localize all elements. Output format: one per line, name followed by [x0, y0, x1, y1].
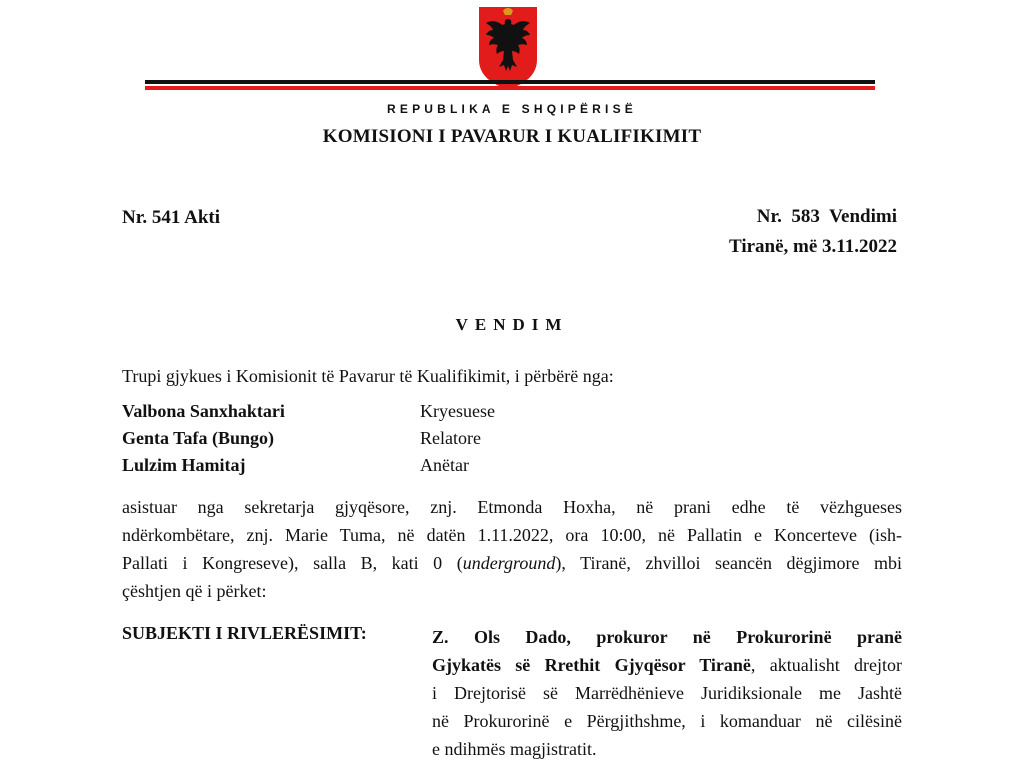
subject-line: e ndihmës magjistratit.	[432, 739, 597, 759]
member-role: Kryesuese	[420, 401, 495, 421]
subject-description	[432, 623, 902, 763]
member-name: Genta Tafa (Bungo)	[122, 428, 275, 448]
paragraph-line: ndërkombëtare, znj. Marie Tuma, në datën 1.11.2022, ora 10:00, në Pallatin e Koncerteve (ish-	[122, 525, 902, 545]
act-number: Nr. 541 Akti	[122, 207, 221, 228]
member-role: Anëtar	[420, 455, 469, 475]
paragraph-line	[122, 549, 902, 577]
decision-number: Nr. 583 Vendimi	[756, 206, 897, 227]
member-row	[122, 401, 495, 428]
republic-heading: REPUBLIKA E SHQIPËRISË	[387, 102, 637, 116]
header-rule-red	[145, 86, 875, 90]
subject-name-bold: Z. Ols Dado, prokuror në Prokurorinë pranë	[432, 627, 902, 647]
subject-line	[432, 623, 902, 651]
subject-court-bold: Gjykatës së Rrethit Gjyqësor Tiranë	[432, 655, 751, 675]
panel-intro: Trupi gjykues i Komisionit të Pavarur të Kualifikimit, i përbërë nga:	[122, 366, 614, 386]
decision-reference	[729, 202, 897, 262]
header-rule	[145, 80, 875, 91]
member-name: Valbona Sanxhaktari	[122, 401, 285, 421]
subject-line: në Prokurorinë e Përgjithshme, i komanduar në cilësinë	[432, 711, 902, 731]
subject-line	[432, 651, 902, 679]
place-date: Tiranë, më 3.11.2022	[728, 236, 897, 257]
panel-members	[122, 401, 495, 482]
paragraph-line: asistuar nga sekretarja gjyqësore, znj. Etmonda Hoxha, në prani edhe të vëzhgueses	[122, 497, 902, 517]
subject-label: SUBJEKTI I RIVLERËSIMIT:	[122, 623, 367, 643]
paragraph-text: Pallati i Kongreseve), salla B, kati 0 (	[122, 553, 463, 573]
subject-line: i Drejtorisë së Marrëdhënieve Juridiksionale me Jashtë	[432, 683, 902, 703]
albanian-eagle-emblem-icon	[476, 5, 540, 90]
header-rule-black	[145, 80, 875, 84]
member-role: Relatore	[420, 428, 481, 448]
document-title: VENDIM	[455, 315, 569, 334]
member-row	[122, 428, 495, 455]
subject-text: , aktualisht drejtor	[750, 655, 902, 675]
paragraph-italic: underground	[462, 553, 556, 573]
paragraph-line: çështjen që i përket:	[122, 581, 267, 601]
member-row	[122, 455, 495, 482]
commission-heading: KOMISIONI I PAVARUR I KUALIFIKIMIT	[322, 126, 702, 147]
paragraph-text: ), Tiranë, zhvilloi seancën dëgjimore mbi	[555, 553, 903, 573]
member-name: Lulzim Hamitaj	[122, 455, 246, 475]
session-paragraph	[122, 493, 902, 605]
